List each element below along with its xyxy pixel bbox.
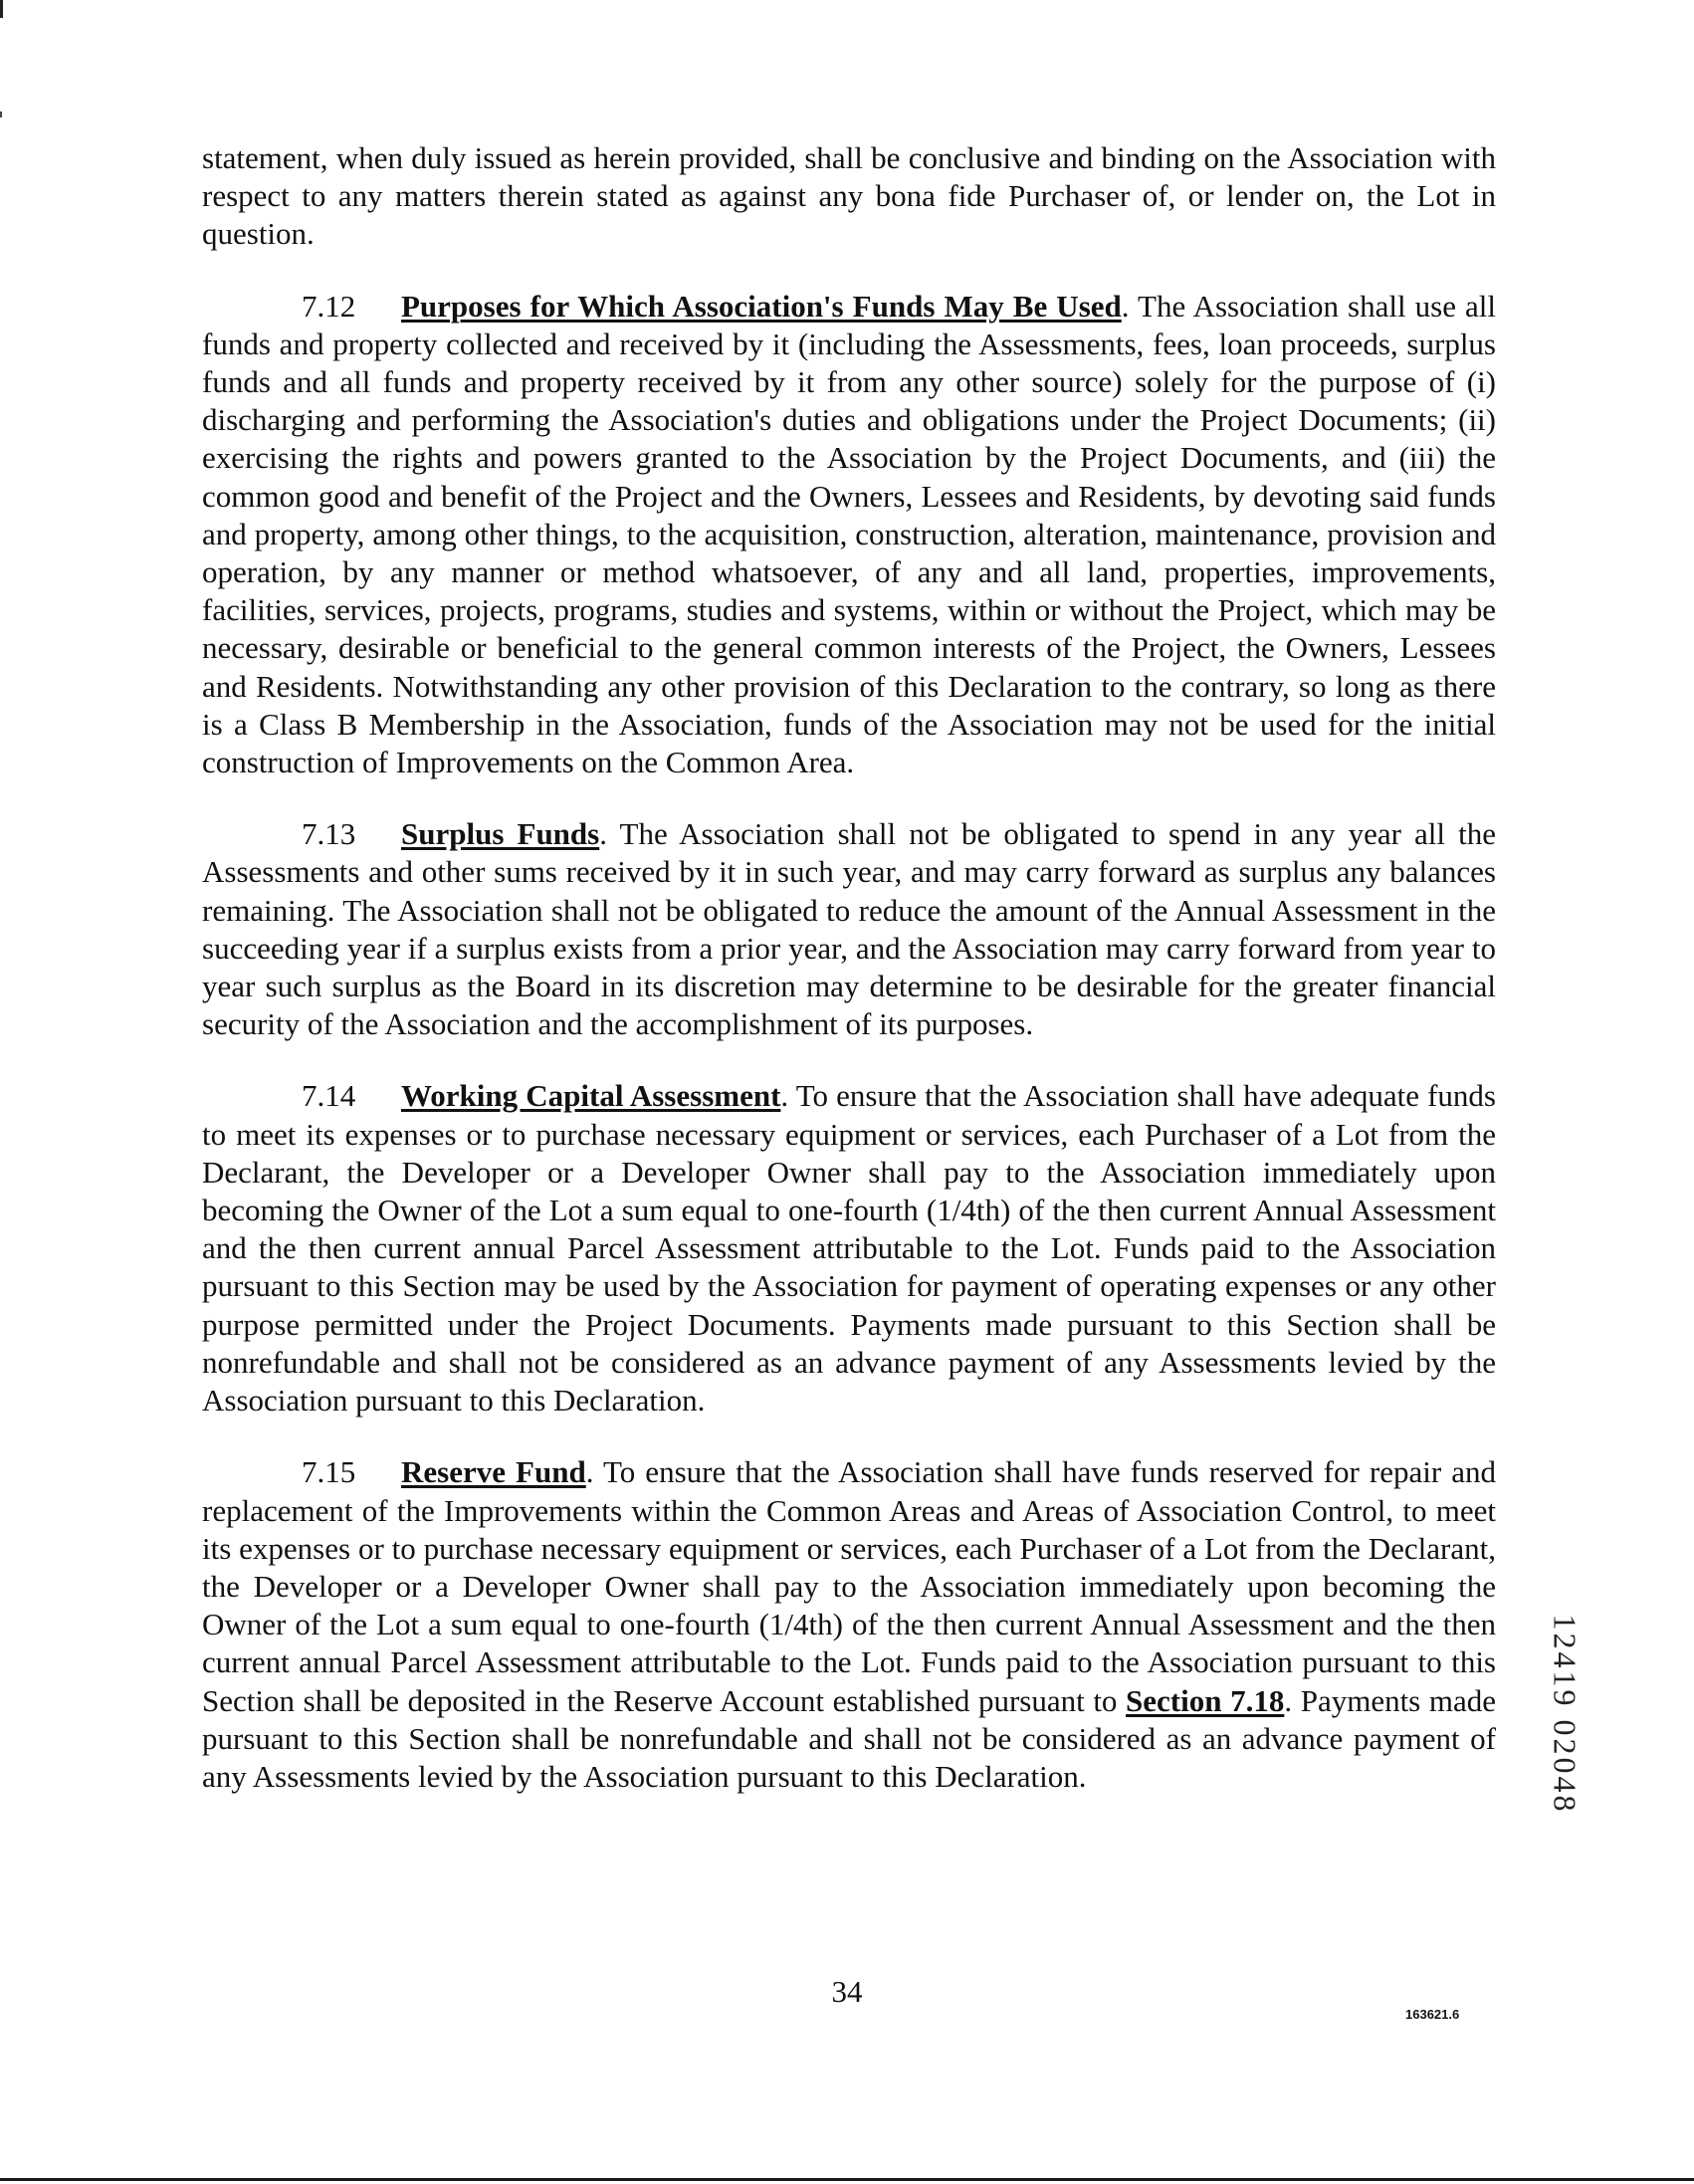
recording-stamp bbox=[1545, 1565, 1585, 1863]
intro-paragraph: statement, when duly issued as herein provided, shall be conclusive and binding on the Association with respect to any matters therein stated as against any bona fide Purchaser of, or lender on, the Lot in question. bbox=[202, 140, 1496, 252]
section-7-14 bbox=[202, 1077, 1496, 1420]
section-text: . To ensure that the Association shall have funds reserved for repair and replacement of the Improvements within the Common Areas and Areas of Association Control, to meet its expenses or to purchase necessary equipment or services, each Purchaser of a Lot from the Declarant, the Developer or a Developer Owner shall pay to the Association immediately upon becoming the Owner of the Lot a sum equal to one-fourth (1/4th) of the then current Annual Assessment and the then current annual Parcel Assessment attributable to the Lot. Funds paid to the Association pursuant to this Section shall be deposited in the Reserve Account established pursuant to bbox=[202, 1454, 1496, 1718]
section-text: . The Association shall use all funds and property collected and received by it (including the Assessments, fees, loan proceeds, surplus funds and all funds and property received by it from any other source) solely for the purpose of (i) discharging and performing the Association's duties and obligations under the Project Documents; (ii) exercising the rights and powers granted to the Association by the Project Documents, and (iii) the common good and benefit of the Project and the Owners, Lessees and Residents, by devoting said funds and property, among other things, to the acquisition, construction, alteration, maintenance, provision and operation, by any manner or method whatsoever, of any and all land, properties, improvements, facilities, services, projects, programs, studies and systems, within or without the Project, which may be necessary, desirable or beneficial to the general common interests of the Project, the Owners, Lessees and Residents. Notwithstanding any other provision of this Declaration to the contrary, so long as there is a Class B Membership in the Association, funds of the Association may not be used for the initial construction of Improvements on the Common Area. bbox=[202, 288, 1497, 780]
section-number: 7.13 bbox=[302, 816, 356, 852]
section-7-15 bbox=[202, 1453, 1496, 1796]
section-text: . To ensure that the Association shall have adequate funds to meet its expenses or to purchase necessary equipment or services, each Purchaser of a Lot from the Declarant, the Developer or a Developer Owner shall pay to the Association immediately upon becoming the Owner of the Lot a sum equal to one-fourth (1/4th) of the then current Annual Assessment and the then current annual Parcel Assessment attributable to the Lot. Funds paid to the Association pursuant to this Section may be used by the Association for payment of operating expenses or any other purpose permitted under the Project Documents. Payments made pursuant to this Section shall be nonrefundable and shall not be considered as an advance payment of any Assessments levied by the Association pursuant to this Declaration. bbox=[202, 1078, 1496, 1419]
scan-mark bbox=[0, 111, 2, 117]
recording-stamp-text: 12419 02048 bbox=[1547, 1614, 1584, 1815]
section-7-13 bbox=[202, 815, 1496, 1043]
section-7-12 bbox=[202, 288, 1496, 782]
document-code: 163621.6 bbox=[1405, 2007, 1460, 2022]
section-number: 7.12 bbox=[302, 288, 356, 324]
section-number: 7.14 bbox=[302, 1078, 356, 1114]
section-heading: Reserve Fund bbox=[401, 1454, 586, 1490]
section-number: 7.15 bbox=[302, 1454, 356, 1490]
scan-mark bbox=[0, 0, 3, 18]
section-reference-link: Section 7.18 bbox=[1126, 1682, 1285, 1718]
section-heading: Purposes for Which Association's Funds May Be Used bbox=[401, 288, 1122, 324]
page-number: 34 bbox=[831, 1974, 863, 2009]
section-heading: Surplus Funds bbox=[401, 816, 600, 852]
section-text: . Payments made pursuant to this Section shall be nonrefundable and shall not be considered as an advance payment of any Assessments levied by the Association pursuant to this Declaration. bbox=[202, 1682, 1496, 1794]
body-text bbox=[202, 139, 1496, 1830]
section-heading: Working Capital Assessment bbox=[401, 1078, 781, 1114]
section-text: . The Association shall not be obligated to spend in any year all the Assessments and other sums received by it in such year, and may carry forward as surplus any balances remaining. The Association shall not be obligated to reduce the amount of the Annual Assessment in the succeeding year if a surplus exists from a prior year, and the Association may carry forward from year to year such surplus as the Board in its discretion may determine to be desirable for the greater financial security of the Association and the accomplishment of its purposes. bbox=[202, 816, 1496, 1042]
scan-edge bbox=[0, 2178, 1694, 2181]
